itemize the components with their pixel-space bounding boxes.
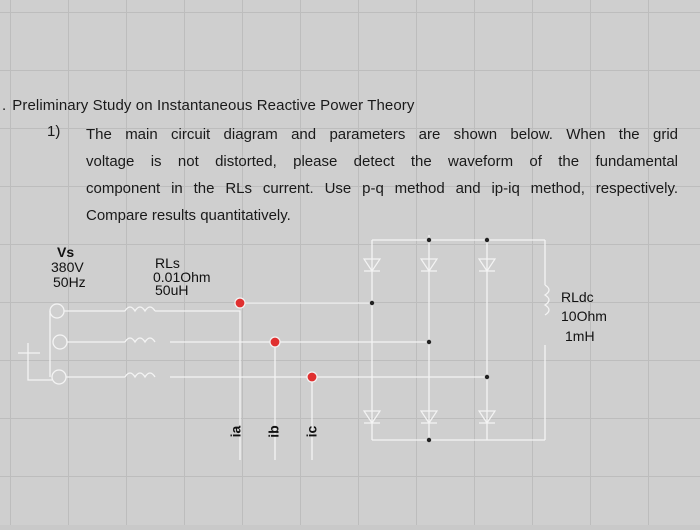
phase-b-wire: [67, 338, 275, 460]
phase-a-wire: [64, 307, 244, 460]
source-name-label: Vs: [57, 244, 75, 260]
line-resistance-label: 0.01Ohm: [153, 269, 211, 285]
heading-bullet: .: [2, 97, 7, 114]
probe-ib-label: ib: [265, 425, 282, 438]
source-b-circle: [53, 335, 67, 349]
neutral-wire: [18, 343, 52, 380]
probe-ic-label: ic: [303, 425, 320, 438]
probe-c-marker: [307, 372, 317, 382]
load-name-label: RLdc: [561, 289, 594, 305]
source-c-circle: [52, 370, 66, 384]
circuit-schematic: [0, 225, 700, 525]
line-inductance-label: 50uH: [155, 282, 189, 298]
source-frequency-label: 50Hz: [53, 274, 86, 290]
item-number: 1): [47, 123, 61, 140]
paragraph-line: component in the RLs current. Use p-q method and ip-iq method, respectively.: [86, 180, 678, 197]
problem-paragraph: [86, 121, 678, 229]
circuit-diagram: [0, 225, 700, 525]
paragraph-line: The main circuit diagram and parameters are shown below. When the grid: [86, 126, 678, 143]
source-voltage-label: 380V: [51, 259, 84, 275]
probe-b-marker: [270, 337, 280, 347]
probe-markers: [235, 298, 317, 382]
dc-rails: [372, 240, 545, 440]
line-impedance-name-label: RLs: [155, 255, 180, 271]
load-branch: [545, 240, 549, 440]
probe-a-marker: [235, 298, 245, 308]
paragraph-line: voltage is not distorted, please detect the waveform of the fundamental: [86, 153, 678, 170]
load-inductance-label: 1mH: [565, 328, 595, 344]
section-heading: [2, 97, 414, 114]
paragraph-line: Compare results quantitatively.: [86, 207, 291, 224]
rectifier-legs: [372, 235, 487, 440]
heading-text: Preliminary Study on Instantaneous Reactive Power Theory: [12, 97, 415, 114]
source-a-circle: [50, 304, 64, 318]
load-resistance-label: 10Ohm: [561, 308, 607, 324]
probe-ia-label: ia: [227, 425, 244, 438]
